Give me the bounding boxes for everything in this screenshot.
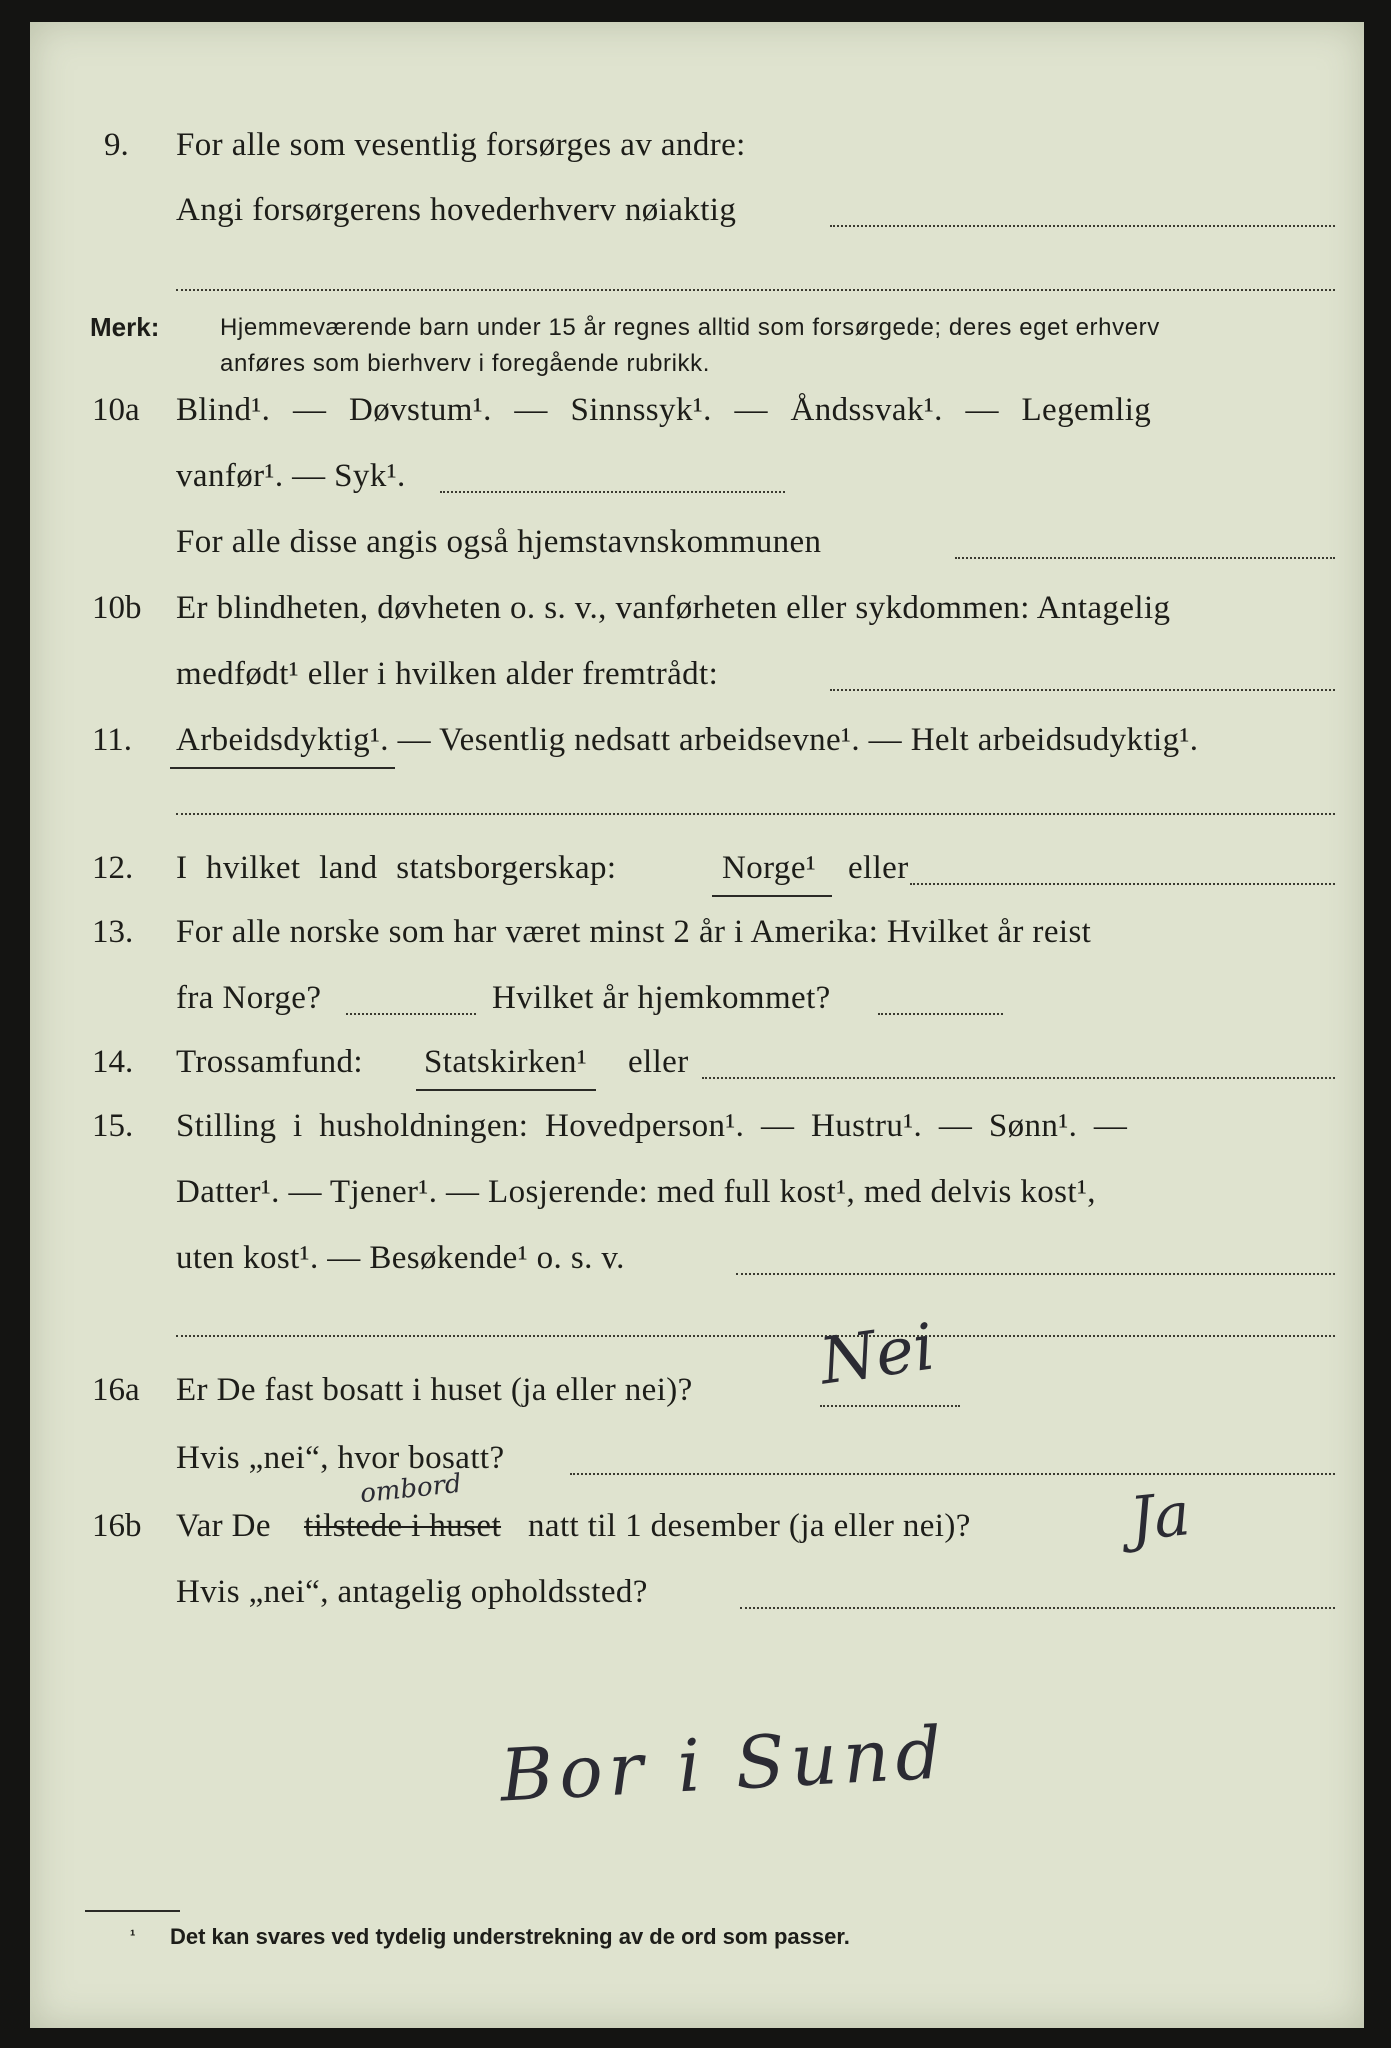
q9-answer-line-2[interactable] — [176, 288, 1335, 291]
q11-underline-mark — [170, 766, 395, 769]
q15-answer-line[interactable] — [736, 1272, 1335, 1275]
q10b-line1: Er blindheten, døvheten o. s. v., vanførheten eller sykdommen: Antagelig — [176, 590, 1171, 626]
q11-line — [176, 722, 1198, 759]
q10b-answer-line[interactable] — [830, 688, 1335, 691]
footnote-rule — [85, 1910, 180, 1912]
q13-line2b: Hvilket år hjemkommet? — [492, 980, 831, 1016]
q16b-opholdssted-line[interactable] — [740, 1606, 1335, 1609]
q11-number: 11. — [92, 722, 133, 758]
q16b-handwritten-answer: Ja — [1126, 1479, 1194, 1555]
q16a-line2: Hvis „nei“, hvor bosatt? — [176, 1440, 505, 1476]
q9-number: 9. — [104, 127, 129, 163]
q14-option-statskirken[interactable]: Statskirken¹ — [424, 1044, 588, 1080]
q12-suffix: eller — [848, 850, 909, 886]
q12-underline-mark — [712, 894, 832, 897]
q16b-suffix: natt til 1 desember (ja eller nei)? — [528, 1508, 971, 1544]
q10a-line3: For alle disse angis også hjemstavnskommunen — [176, 524, 822, 560]
census-form-page — [30, 22, 1364, 2028]
q9-line1: For alle som vesentlig forsørges av andre: — [176, 127, 746, 163]
q11-option-arbeidsdyktig[interactable]: Arbeidsdyktig¹. — [176, 722, 389, 758]
q13-line1: For alle norske som har været minst 2 år i Amerika: Hvilket år reist — [176, 914, 1092, 950]
q10b-number: 10b — [92, 590, 142, 626]
q16a-line1: Er De fast bosatt i huset (ja eller nei)? — [176, 1372, 693, 1408]
q16a-bosatt-line[interactable] — [570, 1472, 1335, 1475]
q16b-struck-text: tilstede i huset — [304, 1508, 502, 1544]
footnote-text: Det kan svares ved tydelig understrekning av de ord som passer. — [170, 1924, 850, 1949]
q16b-handwritten-insert: ombord — [358, 1468, 463, 1510]
q12-prefix: I hvilket land statsborgerskap: — [176, 850, 617, 886]
q10a-number: 10a — [92, 392, 140, 428]
q15-number: 15. — [92, 1108, 134, 1144]
q9-line2: Angi forsørgerens hovederhverv nøiaktig — [176, 192, 737, 228]
footnote-mark: ¹ — [130, 1928, 136, 1945]
q13-hjemkommet-line[interactable] — [878, 1012, 1003, 1015]
q10a-kommune-line[interactable] — [955, 556, 1335, 559]
q11-rest: — Vesentlig nedsatt arbeidsevne¹. — Helt arbeidsudyktig¹. — [388, 722, 1199, 758]
handwritten-note: Bor i Sund — [498, 1710, 950, 1818]
merk-label: Merk: — [90, 312, 160, 342]
q13-reist-line[interactable] — [346, 1012, 476, 1015]
q16a-answer-line[interactable] — [820, 1404, 960, 1407]
q14-answer-line[interactable] — [702, 1076, 1335, 1079]
q14-number: 14. — [92, 1044, 134, 1080]
q12-number: 12. — [92, 850, 134, 886]
q16a-number: 16a — [92, 1372, 140, 1408]
q15-answer-line-2[interactable] — [176, 1334, 1335, 1337]
q9-answer-line[interactable] — [830, 224, 1335, 227]
q11-answer-line[interactable] — [176, 812, 1335, 815]
q13-line2a: fra Norge? — [176, 980, 322, 1016]
q13-number: 13. — [92, 914, 134, 950]
q14-underline-mark — [416, 1088, 596, 1091]
q12-answer-line[interactable] — [910, 882, 1335, 885]
q14-prefix: Trossamfund: — [176, 1044, 363, 1080]
merk-line2: anføres som bierhverv i foregående rubrikk. — [220, 350, 711, 377]
q16a-handwritten-answer: Nei — [815, 1310, 939, 1400]
q16b-prefix: Var De — [176, 1508, 271, 1544]
q16b-number: 16b — [92, 1508, 142, 1544]
q10b-line2: medfødt¹ eller i hvilken alder fremtrådt: — [176, 656, 719, 692]
merk-line1: Hjemmeværende barn under 15 år regnes alltid som forsørgede; deres eget erhverv — [220, 314, 1160, 341]
q15-line1: Stilling i husholdningen: Hovedperson¹. — Hustru¹. — Sønn¹. — — [176, 1108, 1128, 1144]
q15-line3: uten kost¹. — Besøkende¹ o. s. v. — [176, 1240, 625, 1276]
q16b-line2: Hvis „nei“, antagelig opholdssted? — [176, 1574, 648, 1610]
q10a-answer-line[interactable] — [440, 490, 785, 493]
q10a-line1: Blind¹. — Døvstum¹. — Sinnssyk¹. — Åndssvak¹. — Legemlig — [176, 392, 1152, 428]
q14-suffix: eller — [628, 1044, 689, 1080]
q12-option-norge[interactable]: Norge¹ — [722, 850, 817, 886]
q15-line2: Datter¹. — Tjener¹. — Losjerende: med full kost¹, med delvis kost¹, — [176, 1174, 1096, 1210]
q10a-line2: vanfør¹. — Syk¹. — [176, 458, 406, 494]
